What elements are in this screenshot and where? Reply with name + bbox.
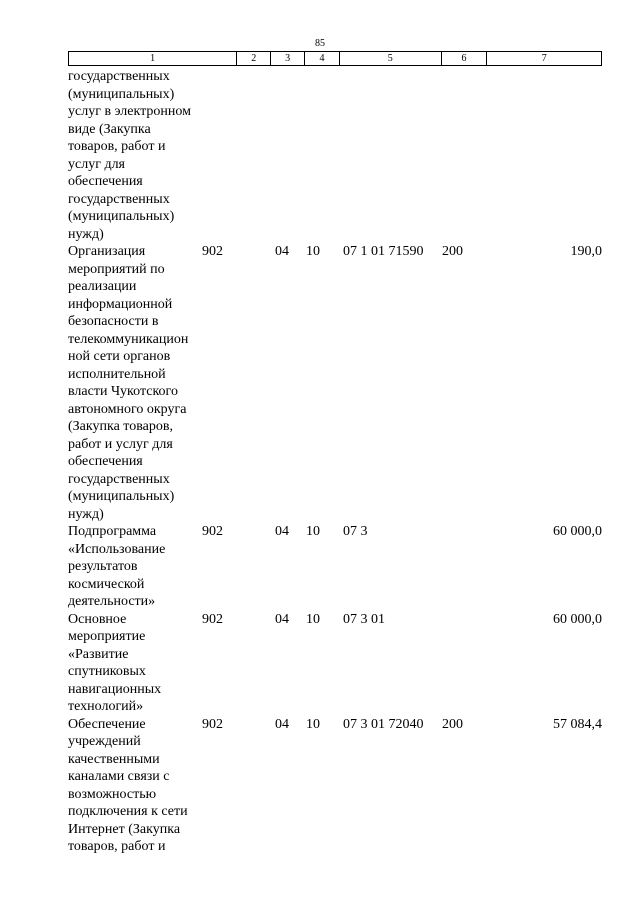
column-header-7: 7 [541,53,547,64]
row-name: Обеспечение учреждений качественными каналами связи с возможностью подключения к сети Интернет (Закупка товаров, работ и [68,716,188,854]
row-subsection: 10 [306,716,320,732]
row-amount: 60 000,0 [553,611,602,627]
row-code: 902 [202,244,223,259]
row-name: государственных (муниципальных) услуг в электронном виде (Закупка товаров, работ и услуг для обеспечения государственных (муниципальных) нужд) [68,69,191,242]
column-header-4: 4 [305,52,340,65]
row-subsection: 10 [306,244,320,259]
row-name: Основное мероприятие «Развитие спутниковых навигационных технологий» [68,611,162,714]
table-row [68,716,602,856]
row-subsection: 10 [306,524,320,539]
row-amount: 60 000,0 [553,524,602,539]
row-section: 04 [275,524,289,539]
row-section: 04 [275,611,289,627]
row-name: Организация мероприятий по реализации информационной безопасности в телекоммуникацион ной сети органов исполнительной власти Чукотского автономного округа (Закупка товаров, работ и услуг для обеспечения государственных (муниципальных) нужд) [68,244,189,522]
row-amount: 57 084,4 [553,716,602,732]
row-kind: 200 [442,244,463,259]
row-kind: 200 [442,716,463,732]
row-section: 04 [275,244,289,259]
column-header-5: 5 [340,52,442,65]
row-amount: 190,0 [570,244,602,259]
row-code: 902 [202,524,223,539]
row-code: 902 [202,716,223,732]
table-row [68,68,602,243]
table-row [68,611,602,716]
column-header-1: 1 [69,52,237,65]
row-name: Подпрограмма «Использование результатов космической деятельности» [68,524,166,609]
row-target: 07 3 01 [343,611,385,627]
row-section: 04 [275,716,289,732]
row-target: 07 3 01 72040 [343,716,424,732]
table-row [68,243,602,523]
page-number: 85 [315,38,325,49]
column-header-2: 2 [237,52,271,65]
column-header-6: 6 [442,52,488,65]
row-subsection: 10 [306,611,320,627]
column-header-3: 3 [271,52,305,65]
row-code: 902 [202,611,223,627]
row-target: 07 3 [343,524,368,539]
table-row [68,523,602,611]
budget-table-body [68,68,602,856]
column-header-row [68,51,602,66]
row-target: 07 1 01 71590 [343,244,424,259]
